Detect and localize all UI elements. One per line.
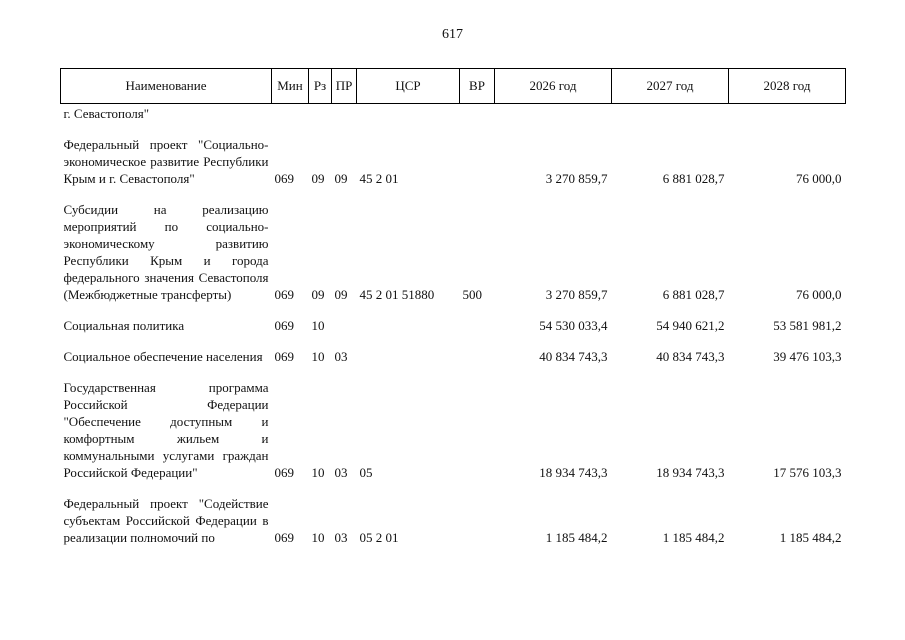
- row-rz: [309, 104, 332, 123]
- row-pr: 03: [334, 465, 348, 480]
- row-rz: 10: [311, 530, 325, 545]
- row-2027: 6 881 028,7: [662, 171, 725, 186]
- row-csr: [357, 104, 460, 123]
- table-row: [61, 187, 846, 303]
- row-2027: 1 185 484,2: [662, 530, 725, 545]
- row-2028: 39 476 103,3: [773, 349, 842, 364]
- table-header: [61, 69, 846, 104]
- row-2027: 18 934 743,3: [656, 465, 725, 480]
- row-vr: [460, 481, 495, 546]
- row-csr: 05: [359, 465, 373, 480]
- row-rz: 10: [311, 465, 325, 480]
- row-min: 069: [274, 171, 294, 186]
- page-number: 617: [442, 27, 463, 42]
- row-2026: [495, 104, 612, 123]
- row-min: 069: [274, 349, 294, 364]
- row-name: Государственная программа Российской Федерации "Обеспечение доступным и комфортным жильем и коммунальными услугами граждан Российской Федерации": [63, 380, 269, 480]
- row-pr: 03: [334, 349, 348, 364]
- row-csr: [357, 334, 460, 365]
- row-pr: 09: [334, 171, 348, 186]
- row-pr: [332, 303, 357, 334]
- header-rz: Рз: [309, 69, 332, 104]
- row-vr: [460, 334, 495, 365]
- row-pr: [332, 104, 357, 123]
- header-2027: 2027 год: [612, 69, 729, 104]
- table-row: [61, 481, 846, 546]
- row-2027: 54 940 621,2: [656, 318, 725, 333]
- row-min: 069: [274, 530, 294, 545]
- row-2027: 6 881 028,7: [662, 287, 725, 302]
- row-2026: 3 270 859,7: [545, 171, 608, 186]
- row-2027: [612, 104, 729, 123]
- row-2026: 1 185 484,2: [545, 530, 608, 545]
- row-2027: 40 834 743,3: [656, 349, 725, 364]
- table-row: [61, 104, 846, 123]
- row-name: Федеральный проект "Содействие субъектам Российской Федерации в реализации полномочий по: [63, 496, 269, 545]
- table-row: [61, 365, 846, 481]
- row-2028: 53 581 981,2: [773, 318, 842, 333]
- row-rz: 10: [311, 349, 325, 364]
- header-min: Мин: [272, 69, 309, 104]
- row-rz: 09: [311, 171, 325, 186]
- row-2026: 18 934 743,3: [539, 465, 608, 480]
- table-row: [61, 334, 846, 365]
- row-csr: 05 2 01: [359, 530, 399, 545]
- row-name: Федеральный проект "Социально-экономическое развитие Республики Крым и г. Севастополя": [63, 137, 269, 186]
- row-2026: 3 270 859,7: [545, 287, 608, 302]
- row-2028: 76 000,0: [796, 287, 842, 302]
- row-2028: [729, 104, 846, 123]
- header-name: Наименование: [61, 69, 272, 104]
- row-min: [272, 104, 309, 123]
- row-name: г. Севастополя": [63, 106, 150, 121]
- row-csr: 45 2 01: [359, 171, 399, 186]
- row-name: Социальное обеспечение населения: [63, 349, 263, 364]
- row-vr: [460, 104, 495, 123]
- row-min: 069: [274, 318, 294, 333]
- row-2028: 17 576 103,3: [773, 465, 842, 480]
- row-2028: 1 185 484,2: [779, 530, 842, 545]
- header-pr: ПР: [332, 69, 357, 104]
- row-rz: 09: [311, 287, 325, 302]
- row-vr: [460, 365, 495, 481]
- table-row: [61, 122, 846, 187]
- row-2026: 54 530 033,4: [539, 318, 608, 333]
- row-csr: 45 2 01 51880: [359, 287, 435, 302]
- row-rz: 10: [311, 318, 325, 333]
- table-row: [61, 303, 846, 334]
- row-min: 069: [274, 287, 294, 302]
- row-vr: [460, 303, 495, 334]
- table-body: [61, 104, 846, 547]
- budget-table: [60, 68, 846, 546]
- row-pr: 09: [334, 287, 348, 302]
- row-min: 069: [274, 465, 294, 480]
- row-2028: 76 000,0: [796, 171, 842, 186]
- header-csr: ЦСР: [357, 69, 460, 104]
- header-vr: ВР: [460, 69, 495, 104]
- row-name: Социальная политика: [63, 318, 185, 333]
- row-vr: [460, 122, 495, 187]
- row-pr: 03: [334, 530, 348, 545]
- row-name: Субсидии на реализацию мероприятий по социально-экономическому развитию Республики Крым и города федерального значения Севастополя (Межбюджетные трансферты): [63, 202, 269, 302]
- header-2026: 2026 год: [495, 69, 612, 104]
- row-csr: [357, 303, 460, 334]
- header-2028: 2028 год: [729, 69, 846, 104]
- row-vr: 500: [462, 287, 482, 302]
- row-2026: 40 834 743,3: [539, 349, 608, 364]
